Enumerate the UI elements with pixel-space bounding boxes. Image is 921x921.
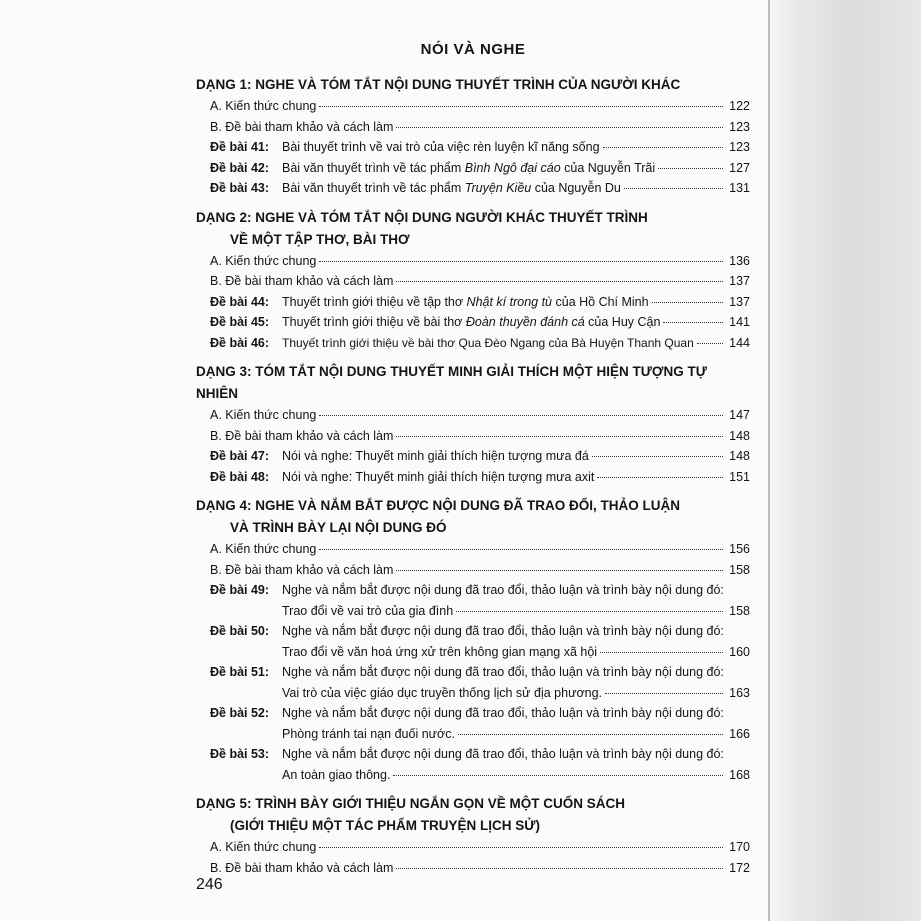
de-bai-49[interactable]: Đề bài 49: Nghe và nắm bắt được nội dung đã trao đổi, thảo luận và trình bày nội dung đó: Trao đổi về vai trò của gia đình 158 [210,583,750,618]
dang-2-group [196,207,750,354]
dang-2-heading: DẠNG 2: NGHE VÀ TÓM TẮT NỘI DUNG NGƯỜI KHÁC THUYẾT TRÌNH VỀ MỘT TẬP THƠ, BÀI THƠ [196,209,648,247]
dang-3-heading: DẠNG 3: TÓM TẮT NỘI DUNG THUYẾT MINH GIẢI THÍCH MỘT HIỆN TƯỢNG TỰ NHIÊN [196,364,707,401]
toc-entry[interactable]: B. Đề bài tham khảo và cách làm 148 [210,428,750,443]
de-bai-43[interactable]: Đề bài 43: Bài văn thuyết trình về tác phẩm Truyện Kiều của Nguyễn Du 131 [210,181,750,195]
toc-entry[interactable]: B. Đề bài tham khảo và cách làm 137 [210,274,750,288]
toc-entry[interactable]: A. Kiến thức chung 136 [210,253,750,268]
toc-entry[interactable]: A. Kiến thức chung 156 [210,542,750,556]
dang-4-group [196,495,750,785]
de-bai-51[interactable]: Đề bài 51: Nghe và nắm bắt được nội dung đã trao đổi, thảo luận và trình bày nội dung đó: Vai trò của việc giáo dục truyền thống lịch sử địa phương. 163 [210,665,750,700]
toc-entry[interactable]: B. Đề bài tham khảo và cách làm 172 [210,860,750,875]
de-bai-52[interactable]: Đề bài 52: Nghe và nắm bắt được nội dung đã trao đổi, thảo luận và trình bày nội dung đó: Phòng tránh tai nạn đuối nước. 166 [210,706,750,741]
de-bai-42[interactable]: Đề bài 42: Bài văn thuyết trình về tác phẩm Bình Ngô đại cáo của Nguyễn Trãi 127 [210,160,750,175]
toc-entry[interactable]: A. Kiến thức chung 147 [210,408,750,422]
de-bai-45[interactable]: Đề bài 45: Thuyết trình giới thiệu về bài thơ Đoàn thuyền đánh cá của Huy Cận 141 [210,315,750,329]
toc-entry[interactable]: B. Đề bài tham khảo và cách làm 158 [210,562,750,577]
dang-5-group [196,793,750,878]
dang-3-group [196,361,750,487]
de-bai-47[interactable]: Đề bài 47: Nói và nghe: Thuyết minh giải thích hiện tượng mưa đá 148 [210,449,750,463]
de-bai-48[interactable]: Đề bài 48: Nói và nghe: Thuyết minh giải thích hiện tượng mưa axit 151 [210,469,750,484]
section-title: NÓI VÀ NGHE [420,41,526,58]
toc-entry[interactable]: A. Kiến thức chung 170 [210,840,750,854]
dang-4-heading: DẠNG 4: NGHE VÀ NẮM BẮT ĐƯỢC NỘI DUNG ĐÃ TRAO ĐỔI, THẢO LUẬN VÀ TRÌNH BÀY LẠI NỘI DUNG ĐÓ [196,498,680,535]
de-bai-46[interactable]: Đề bài 46: Thuyết trình giới thiệu về bài thơ Qua Đèo Ngang của Bà Huyện Thanh Quan 144 [210,335,750,350]
table-of-contents [196,40,750,886]
book-spine-shadow [770,0,921,921]
de-bai-41[interactable]: Đề bài 41: Bài thuyết trình về vai trò của việc rèn luyện kĩ năng sống 123 [210,140,750,154]
dang-5-heading: DẠNG 5: TRÌNH BÀY GIỚI THIỆU NGẮN GỌN VỀ MỘT CUỐN SÁCH (GIỚI THIỆU MỘT TÁC PHẨM TRUYỆN LỊCH SỬ) [196,796,626,833]
de-bai-53[interactable]: Đề bài 53: Nghe và nắm bắt được nội dung đã trao đổi, thảo luận và trình bày nội dung đó: An toàn giao thông. 168 [210,747,750,782]
de-bai-50[interactable]: Đề bài 50: Nghe và nắm bắt được nội dung đã trao đổi, thảo luận và trình bày nội dung đó: Trao đổi về văn hoá ứng xử trên không gian mạng xã hội 160 [210,624,750,659]
page-number: 246 [196,876,223,893]
de-bai-44[interactable]: Đề bài 44: Thuyết trình giới thiệu về tập thơ Nhật kí trong tù của Hồ Chí Minh 137 [210,294,750,309]
toc-entry[interactable]: A. Kiến thức chung 122 [210,99,750,113]
dang-1-group [196,74,750,199]
dang-1-heading: DẠNG 1: NGHE VÀ TÓM TẮT NỘI DUNG THUYẾT TRÌNH CỦA NGƯỜI KHÁC [196,77,681,92]
toc-entry[interactable]: B. Đề bài tham khảo và cách làm 123 [210,119,750,134]
